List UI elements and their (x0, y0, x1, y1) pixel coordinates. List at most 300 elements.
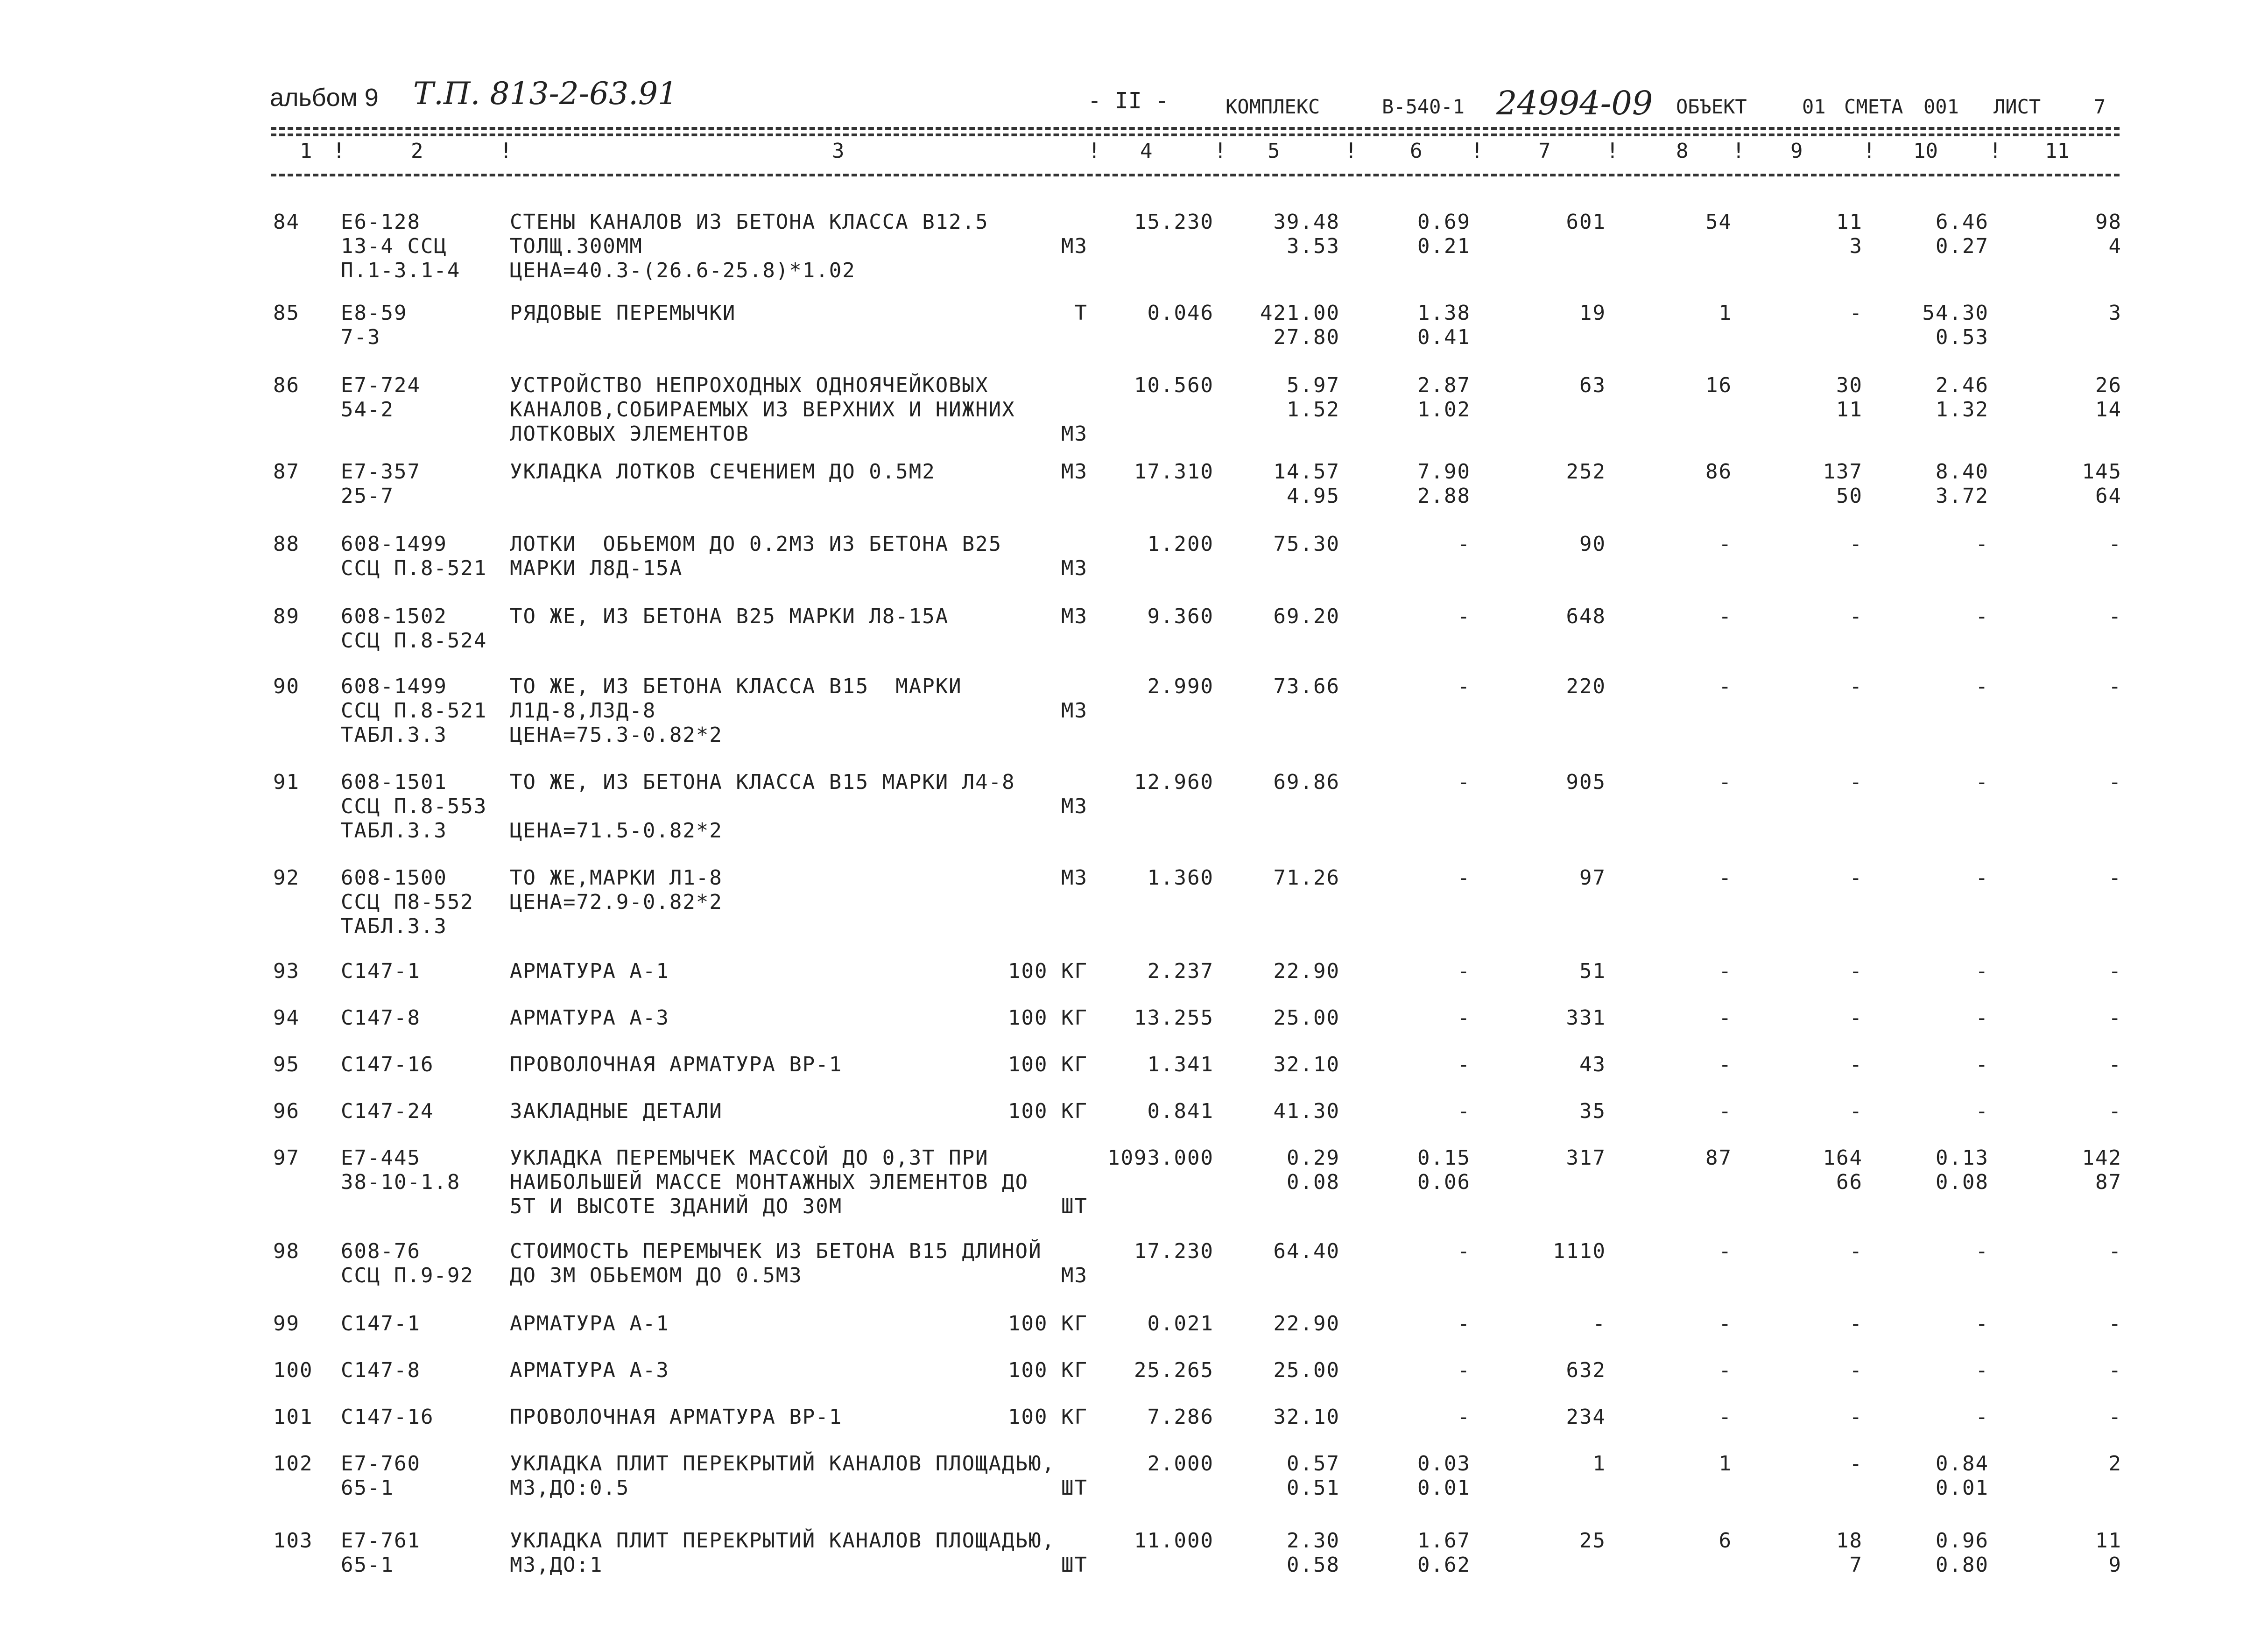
unit-cost: 4.95 (1287, 484, 1340, 508)
unit-cost-wages: 7.90 (1417, 460, 1471, 484)
labor-total: - (2108, 1405, 2122, 1429)
labor-per-unit: 0.84 (1936, 1452, 1989, 1476)
total-wages: 16 (1705, 373, 1732, 397)
unit-cost: 0.58 (1287, 1553, 1340, 1577)
project-number: Т.П. 813-2-63.91 (413, 76, 678, 112)
unit-cost: 5.97 (1287, 373, 1340, 397)
labor-per-unit: - (1975, 605, 1989, 628)
total-cost: 252 (1566, 460, 1606, 484)
total-cost: 648 (1566, 605, 1606, 628)
album-label: альбом 9 (270, 84, 379, 112)
unit: М3 (1061, 460, 1088, 484)
unit-cost-wages: - (1457, 1239, 1471, 1263)
unit: 100 КГ (1008, 1099, 1088, 1123)
row-number: 97 (273, 1146, 300, 1170)
work-description: ДО 3М ОБЬЕМОМ ДО 0.5М3 (510, 1264, 803, 1287)
labor-per-unit: 0.01 (1936, 1476, 1989, 1500)
work-description: МАРКИ Л8Д-15А (510, 556, 683, 580)
work-description: ТО ЖЕ, ИЗ БЕТОНА КЛАССА В15 МАРКИ (510, 675, 962, 698)
total-cost: 220 (1566, 675, 1606, 698)
total-cost: 1 (1592, 1452, 1606, 1476)
total-cost: 63 (1579, 373, 1606, 397)
labor-total: - (2108, 1053, 2122, 1076)
quantity: 13.255 (1134, 1006, 1214, 1030)
col-separator: ! (1989, 138, 2002, 163)
total-cost: 632 (1566, 1358, 1606, 1382)
unit-cost: 69.20 (1273, 605, 1340, 628)
quantity: 15.230 (1134, 210, 1214, 234)
labor-per-unit: - (1975, 532, 1989, 556)
rate-code: С147-8 (341, 1006, 421, 1030)
rate-code: ССЦ П.9-92 (341, 1264, 474, 1287)
rate-code: 7-3 (341, 325, 381, 349)
unit: ШТ (1061, 1195, 1088, 1218)
labor-total: 145 (2082, 460, 2122, 484)
labor-per-unit: 0.53 (1936, 325, 1989, 349)
rate-code: ТАБЛ.3.3 (341, 819, 447, 843)
unit: М3 (1061, 1264, 1088, 1287)
col-separator: ! (332, 138, 345, 163)
quantity: 1.341 (1147, 1053, 1214, 1076)
unit: М3 (1061, 866, 1088, 890)
work-description: НАИБОЛЬШЕЙ МАССЕ МОНТАЖНЫХ ЭЛЕМЕНТОВ ДО (510, 1170, 1029, 1194)
row-number: 85 (273, 301, 300, 325)
rate-code: 608-1501 (341, 770, 447, 794)
col-num-11: 11 (2045, 139, 2070, 163)
work-description: ТО ЖЕ,МАРКИ Л1-8 (510, 866, 723, 890)
unit-cost-wages: - (1457, 1312, 1471, 1336)
labor-per-unit: - (1975, 959, 1989, 983)
total-machinery: - (1849, 959, 1863, 983)
labor-per-unit: 8.40 (1936, 460, 1989, 484)
col-num-10: 10 (1913, 139, 1938, 163)
labor-total: 26 (2095, 373, 2122, 397)
rate-code: 25-7 (341, 484, 394, 508)
rate-code: 38-10-1.8 (341, 1170, 461, 1194)
labor-per-unit: 0.27 (1936, 234, 1989, 258)
row-number: 88 (273, 532, 300, 556)
total-wages: - (1719, 532, 1732, 556)
total-cost: - (1592, 1312, 1606, 1336)
work-description: РЯДОВЫЕ ПЕРЕМЫЧКИ (510, 301, 736, 325)
unit-cost-wages: - (1457, 532, 1471, 556)
unit-cost-wages: - (1457, 959, 1471, 983)
rate-code: 65-1 (341, 1476, 394, 1500)
rate-code: ССЦ П.8-553 (341, 794, 487, 818)
quantity: 17.310 (1134, 460, 1214, 484)
unit-cost-wages: 2.88 (1417, 484, 1471, 508)
row-number: 95 (273, 1053, 300, 1076)
total-wages: 86 (1705, 460, 1732, 484)
total-machinery: - (1849, 605, 1863, 628)
labor-total: 11 (2095, 1529, 2122, 1553)
total-wages: - (1719, 866, 1732, 890)
rate-code: Е7-760 (341, 1452, 421, 1476)
total-machinery: - (1849, 1099, 1863, 1123)
unit-cost-wages: - (1457, 1358, 1471, 1382)
total-machinery: 66 (1836, 1170, 1863, 1194)
total-machinery: 137 (1823, 460, 1863, 484)
unit: М3 (1061, 605, 1088, 628)
rate-code: 608-1499 (341, 532, 447, 556)
labor-per-unit: 0.13 (1936, 1146, 1989, 1170)
unit-cost-wages: 0.01 (1417, 1476, 1471, 1500)
labor-per-unit: - (1975, 1239, 1989, 1263)
object-number: 01 (1802, 95, 1826, 118)
col-separator: ! (1471, 138, 1484, 163)
unit: 100 КГ (1008, 1312, 1088, 1336)
col-separator: ! (1606, 138, 1619, 163)
row-number: 103 (273, 1529, 313, 1553)
unit-cost-wages: - (1457, 1099, 1471, 1123)
labor-per-unit: - (1975, 1358, 1989, 1382)
rate-code: Е7-445 (341, 1146, 421, 1170)
work-description: ЗАКЛАДНЫЕ ДЕТАЛИ (510, 1099, 723, 1123)
rate-code: Е7-724 (341, 373, 421, 397)
total-cost: 43 (1579, 1053, 1606, 1076)
unit-cost: 27.80 (1273, 325, 1340, 349)
rate-code: С147-16 (341, 1405, 434, 1429)
total-cost: 601 (1566, 210, 1606, 234)
unit-cost-wages: 1.67 (1417, 1529, 1471, 1553)
col-num-2: 2 (411, 139, 423, 163)
work-description: УКЛАДКА ПЛИТ ПЕРЕКРЫТИЙ КАНАЛОВ ПЛОЩАДЬЮ, (510, 1529, 1056, 1553)
row-number: 89 (273, 605, 300, 628)
rate-code: Е8-59 (341, 301, 408, 325)
unit: М3 (1061, 234, 1088, 258)
total-wages: - (1719, 1312, 1732, 1336)
unit-cost: 64.40 (1273, 1239, 1340, 1263)
unit: 100 КГ (1008, 1006, 1088, 1030)
estimate-number: 001 (1923, 95, 1959, 118)
total-wages: 1 (1719, 1452, 1732, 1476)
labor-per-unit: - (1975, 1006, 1989, 1030)
unit-cost: 39.48 (1273, 210, 1340, 234)
quantity: 10.560 (1134, 373, 1214, 397)
rate-code: ССЦ П.8-521 (341, 699, 487, 723)
labor-total: - (2108, 770, 2122, 794)
total-machinery: - (1849, 1312, 1863, 1336)
col-num-1: 1 (300, 139, 312, 163)
unit-cost-wages: 0.69 (1417, 210, 1471, 234)
col-num-4: 4 (1140, 139, 1153, 163)
col-num-8: 8 (1676, 139, 1689, 163)
total-wages: - (1719, 1358, 1732, 1382)
unit-cost-wages: - (1457, 866, 1471, 890)
total-cost: 97 (1579, 866, 1606, 890)
total-machinery: 11 (1836, 210, 1863, 234)
quantity: 2.000 (1147, 1452, 1214, 1476)
rate-code: 608-1502 (341, 605, 447, 628)
row-number: 100 (273, 1358, 313, 1382)
col-separator: ! (1732, 138, 1745, 163)
col-num-9: 9 (1790, 139, 1803, 163)
labor-total: 14 (2095, 398, 2122, 422)
total-wages: - (1719, 675, 1732, 698)
total-cost: 905 (1566, 770, 1606, 794)
unit-cost-wages: 1.38 (1417, 301, 1471, 325)
quantity: 0.841 (1147, 1099, 1214, 1123)
labor-total: 64 (2095, 484, 2122, 508)
work-description: М3,ДО:0.5 (510, 1476, 630, 1500)
col-num-5: 5 (1268, 139, 1280, 163)
work-description: ТОЛЩ.300ММ (510, 234, 643, 258)
work-description: 5Т И ВЫСОТЕ ЗДАНИЙ ДО 30М (510, 1195, 843, 1218)
col-separator: ! (500, 138, 513, 163)
unit-cost: 2.30 (1287, 1529, 1340, 1553)
total-machinery: - (1849, 301, 1863, 325)
total-wages: - (1719, 605, 1732, 628)
row-number: 101 (273, 1405, 313, 1429)
estimate-label: СМЕТА (1844, 95, 1903, 118)
unit-cost: 0.08 (1287, 1170, 1340, 1194)
unit-cost: 69.86 (1273, 770, 1340, 794)
handwritten-number: 24994-09 (1496, 84, 1653, 122)
unit-cost: 75.30 (1273, 532, 1340, 556)
unit: М3 (1061, 699, 1088, 723)
quantity: 12.960 (1134, 770, 1214, 794)
unit: ШТ (1061, 1476, 1088, 1500)
rate-code: С147-1 (341, 959, 421, 983)
rate-code: ССЦ П.8-521 (341, 556, 487, 580)
unit-cost-wages: - (1457, 1405, 1471, 1429)
col-num-3: 3 (832, 139, 845, 163)
row-number: 91 (273, 770, 300, 794)
total-machinery: - (1849, 1405, 1863, 1429)
quantity: 11.000 (1134, 1529, 1214, 1553)
unit-cost-wages: - (1457, 605, 1471, 628)
rate-code: ССЦ П8-552 (341, 890, 474, 914)
work-description: ПРОВОЛОЧНАЯ АРМАТУРА ВР-1 (510, 1405, 843, 1429)
unit-cost-wages: 0.03 (1417, 1452, 1471, 1476)
rate-code: ТАБЛ.3.3 (341, 723, 447, 747)
work-description: ЦЕНА=40.3-(26.6-25.8)*1.02 (510, 259, 856, 282)
unit-cost: 25.00 (1273, 1006, 1340, 1030)
work-description: СТЕНЫ КАНАЛОВ ИЗ БЕТОНА КЛАССА В12.5 (510, 210, 989, 234)
unit-cost: 25.00 (1273, 1358, 1340, 1382)
unit: Т (1074, 301, 1088, 325)
quantity: 2.990 (1147, 675, 1214, 698)
work-description: АРМАТУРА А-3 (510, 1006, 669, 1030)
rate-code: П.1-3.1-4 (341, 259, 461, 282)
labor-total: - (2108, 1239, 2122, 1263)
unit-cost: 22.90 (1273, 959, 1340, 983)
page-number: - II - (1088, 88, 1169, 114)
labor-per-unit: - (1975, 1053, 1989, 1076)
unit-cost-wages: - (1457, 675, 1471, 698)
unit-cost: 32.10 (1273, 1053, 1340, 1076)
row-number: 92 (273, 866, 300, 890)
work-description: ЛОТКОВЫХ ЭЛЕМЕНТОВ (510, 422, 749, 446)
total-machinery: 18 (1836, 1529, 1863, 1553)
work-description: ПРОВОЛОЧНАЯ АРМАТУРА ВР-1 (510, 1053, 843, 1076)
work-description: Л1Д-8,Л3Д-8 (510, 699, 656, 723)
rate-code: 54-2 (341, 398, 394, 422)
total-machinery: 164 (1823, 1146, 1863, 1170)
complex-label: КОМПЛЕКС (1226, 95, 1320, 118)
work-description: АРМАТУРА А-3 (510, 1358, 669, 1382)
labor-total: - (2108, 1099, 2122, 1123)
quantity: 2.237 (1147, 959, 1214, 983)
unit-cost: 0.29 (1287, 1146, 1340, 1170)
total-cost: 19 (1579, 301, 1606, 325)
labor-per-unit: 54.30 (1922, 301, 1989, 325)
unit-cost-wages: 0.21 (1417, 234, 1471, 258)
labor-total: - (2108, 1312, 2122, 1336)
unit-cost: 22.90 (1273, 1312, 1340, 1336)
row-number: 87 (273, 460, 300, 484)
labor-per-unit: - (1975, 866, 1989, 890)
col-separator: ! (1088, 138, 1101, 163)
labor-per-unit: - (1975, 770, 1989, 794)
unit: 100 КГ (1008, 1053, 1088, 1076)
unit-cost: 421.00 (1260, 301, 1340, 325)
work-description: СТОИМОСТЬ ПЕРЕМЫЧЕК ИЗ БЕТОНА В15 ДЛИНОЙ (510, 1239, 1042, 1263)
rate-code: С147-8 (341, 1358, 421, 1382)
total-machinery: 7 (1849, 1553, 1863, 1577)
unit: 100 КГ (1008, 1405, 1088, 1429)
row-number: 96 (273, 1099, 300, 1123)
labor-per-unit: 0.80 (1936, 1553, 1989, 1577)
work-description: АРМАТУРА А-1 (510, 959, 669, 983)
quantity: 1.360 (1147, 866, 1214, 890)
total-cost: 51 (1579, 959, 1606, 983)
total-cost: 234 (1566, 1405, 1606, 1429)
work-description: ТО ЖЕ, ИЗ БЕТОНА КЛАССА В15 МАРКИ Л4-8 (510, 770, 1015, 794)
rate-code: ССЦ П.8-524 (341, 629, 487, 653)
total-wages: - (1719, 1239, 1732, 1263)
total-machinery: - (1849, 1452, 1863, 1476)
labor-total: - (2108, 866, 2122, 890)
row-number: 102 (273, 1452, 313, 1476)
work-description: ТО ЖЕ, ИЗ БЕТОНА В25 МАРКИ Л8-15А (510, 605, 949, 628)
labor-total: 3 (2108, 301, 2122, 325)
sheet-label: ЛИСТ (1993, 95, 2041, 118)
rate-code: Е7-761 (341, 1529, 421, 1553)
total-wages: - (1719, 770, 1732, 794)
row-number: 94 (273, 1006, 300, 1030)
work-description: КАНАЛОВ,СОБИРАЕМЫХ ИЗ ВЕРХНИХ И НИЖНИХ (510, 398, 1015, 422)
total-cost: 35 (1579, 1099, 1606, 1123)
work-description: УКЛАДКА ПЕРЕМЫЧЕК МАССОЙ ДО 0,3Т ПРИ (510, 1146, 989, 1170)
row-number: 98 (273, 1239, 300, 1263)
quantity: 0.046 (1147, 301, 1214, 325)
unit: М3 (1061, 422, 1088, 446)
labor-total: 9 (2108, 1553, 2122, 1577)
work-description: ЦЕНА=75.3-0.82*2 (510, 723, 723, 747)
unit-cost: 0.51 (1287, 1476, 1340, 1500)
quantity: 7.286 (1147, 1405, 1214, 1429)
total-cost: 331 (1566, 1006, 1606, 1030)
col-num-6: 6 (1410, 139, 1423, 163)
unit-cost-wages: 2.87 (1417, 373, 1471, 397)
work-description: УКЛАДКА ПЛИТ ПЕРЕКРЫТИЙ КАНАЛОВ ПЛОЩАДЬЮ, (510, 1452, 1056, 1476)
unit-cost-wages: 0.06 (1417, 1170, 1471, 1194)
quantity: 9.360 (1147, 605, 1214, 628)
unit: 100 КГ (1008, 1358, 1088, 1382)
unit-cost: 73.66 (1273, 675, 1340, 698)
labor-total: 2 (2108, 1452, 2122, 1476)
total-machinery: - (1849, 532, 1863, 556)
work-description: УКЛАДКА ЛОТКОВ СЕЧЕНИЕМ ДО 0.5М2 (510, 460, 936, 484)
row-number: 84 (273, 210, 300, 234)
rate-code: 608-1500 (341, 866, 447, 890)
labor-total: 87 (2095, 1170, 2122, 1194)
labor-total: 142 (2082, 1146, 2122, 1170)
unit-cost: 71.26 (1273, 866, 1340, 890)
unit-cost-wages: - (1457, 770, 1471, 794)
unit-cost-wages: - (1457, 1006, 1471, 1030)
labor-per-unit: 2.46 (1936, 373, 1989, 397)
unit: 100 КГ (1008, 959, 1088, 983)
labor-total: - (2108, 675, 2122, 698)
sheet-number: 7 (2094, 95, 2106, 118)
col-separator: ! (1863, 138, 1876, 163)
total-machinery: 3 (1849, 234, 1863, 258)
labor-per-unit: - (1975, 1099, 1989, 1123)
total-wages: - (1719, 1053, 1732, 1076)
total-machinery: - (1849, 866, 1863, 890)
work-description: ЦЕНА=72.9-0.82*2 (510, 890, 723, 914)
total-cost: 25 (1579, 1529, 1606, 1553)
labor-per-unit: 3.72 (1936, 484, 1989, 508)
quantity: 1.200 (1147, 532, 1214, 556)
work-description: ЦЕНА=71.5-0.82*2 (510, 819, 723, 843)
col-separator: ! (1214, 138, 1227, 163)
total-machinery: 30 (1836, 373, 1863, 397)
total-machinery: - (1849, 1358, 1863, 1382)
rate-code: 65-1 (341, 1553, 394, 1577)
total-cost: 90 (1579, 532, 1606, 556)
total-machinery: 11 (1836, 398, 1863, 422)
labor-total: - (2108, 605, 2122, 628)
unit-cost-wages: - (1457, 1053, 1471, 1076)
total-wages: - (1719, 1099, 1732, 1123)
quantity: 1093.000 (1107, 1146, 1214, 1170)
labor-per-unit: - (1975, 1405, 1989, 1429)
labor-total: - (2108, 959, 2122, 983)
object-label: ОБЪЕКТ (1676, 95, 1747, 118)
labor-per-unit: - (1975, 1312, 1989, 1336)
labor-total: - (2108, 1006, 2122, 1030)
rate-code: 608-76 (341, 1239, 421, 1263)
total-wages: - (1719, 1405, 1732, 1429)
unit-cost: 32.10 (1273, 1405, 1340, 1429)
unit: ШТ (1061, 1553, 1088, 1577)
total-machinery: - (1849, 675, 1863, 698)
unit: М3 (1061, 794, 1088, 818)
rate-code: С147-24 (341, 1099, 434, 1123)
total-machinery: - (1849, 1053, 1863, 1076)
total-cost: 317 (1566, 1146, 1606, 1170)
unit-cost: 1.52 (1287, 398, 1340, 422)
col-num-7: 7 (1538, 139, 1551, 163)
rate-code: 608-1499 (341, 675, 447, 698)
work-description: АРМАТУРА А-1 (510, 1312, 669, 1336)
quantity: 0.021 (1147, 1312, 1214, 1336)
labor-per-unit: - (1975, 675, 1989, 698)
row-number: 86 (273, 373, 300, 397)
total-wages: 87 (1705, 1146, 1732, 1170)
total-machinery: 50 (1836, 484, 1863, 508)
unit-cost: 41.30 (1273, 1099, 1340, 1123)
unit-cost: 0.57 (1287, 1452, 1340, 1476)
total-machinery: - (1849, 1239, 1863, 1263)
quantity: 25.265 (1134, 1358, 1214, 1382)
labor-per-unit: 0.08 (1936, 1170, 1989, 1194)
rate-code: ТАБЛ.3.3 (341, 914, 447, 938)
complex-code: В-540-1 (1382, 95, 1465, 118)
